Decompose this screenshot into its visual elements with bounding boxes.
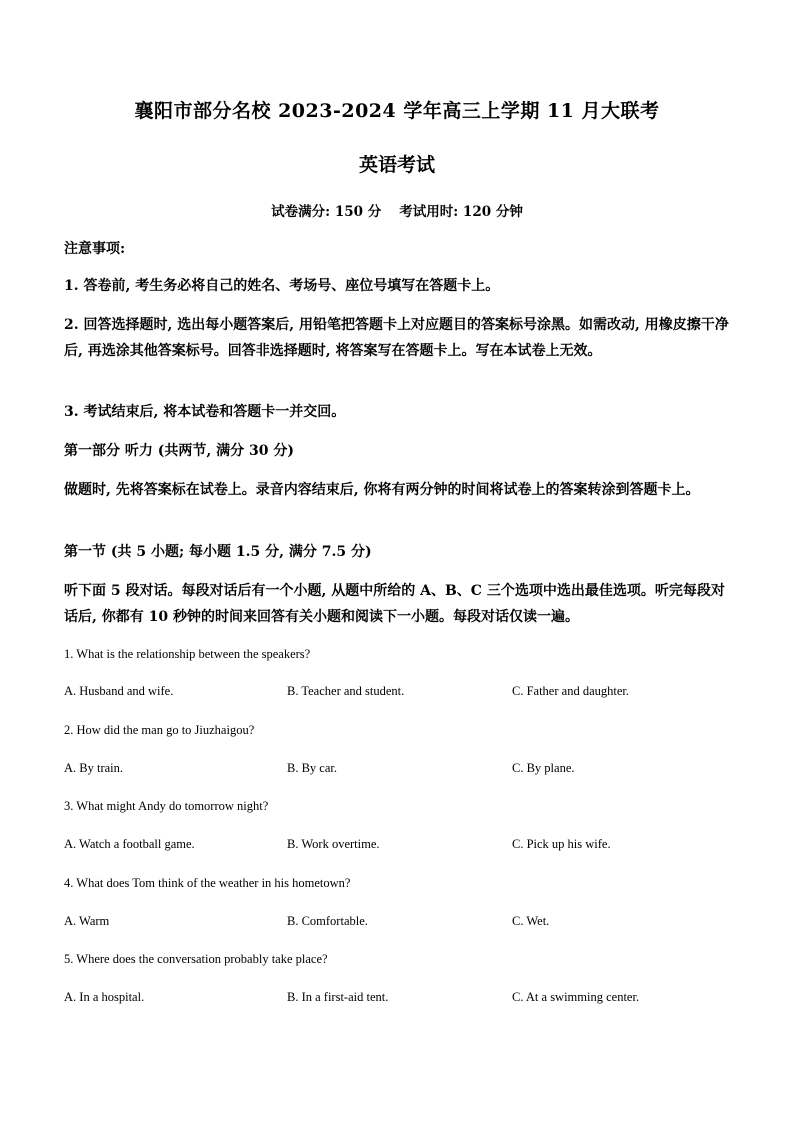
part1-instruction: 做题时, 先将答案标在试卷上。录音内容结束后, 你将有两分钟的时间将试卷上的答案转涂到答题卡上。 (64, 482, 700, 498)
question-stem: 5. Where does the conversation probably take place? (64, 952, 328, 966)
option-c: C. Father and daughter. (512, 684, 629, 698)
notes-heading: 注意事项: (64, 241, 126, 257)
exam-subtitle: 英语考试 (358, 154, 435, 176)
option-a: A. In a hospital. (64, 990, 145, 1004)
option-c: C. At a swimming center. (512, 990, 640, 1004)
option-b: B. In a first-aid tent. (287, 990, 389, 1004)
exam-title: 襄阳市部分名校 2023-2024 学年高三上学期 11 月大联考 (134, 100, 660, 122)
option-c: C. Pick up his wife. (512, 837, 611, 851)
section1-instruction: 听下面 5 段对话。每段对话后有一个小题, 从题中所给的 A、B、C 三个选项中选出最佳选项。听完每段对话后, 你都有 10 秒钟的时间来回答有关小题和阅读下一小题。每段对话仅读一遍。 (64, 583, 725, 625)
note-item-3: 3. 考试结束后, 将本试卷和答题卡一并交回。 (64, 404, 346, 420)
option-c: C. By plane. (512, 761, 575, 775)
note-item-2: 2. 回答选择题时, 选出每小题答案后, 用铅笔把答题卡上对应题目的答案标号涂黑。如需改动, 用橡皮擦干净后, 再选涂其他答案标号。回答非选择题时, 将答案写在答题卡上。写在本试卷上无效。 (64, 317, 729, 359)
question-stem: 1. What is the relationship between the speakers? (64, 647, 311, 661)
question-stem: 3. What might Andy do tomorrow night? (64, 799, 269, 813)
section1-heading: 第一节 (共 5 小题; 每小题 1.5 分, 满分 7.5 分) (64, 544, 372, 560)
score-duration-line (0, 200, 794, 220)
option-a: A. Husband and wife. (64, 684, 174, 698)
option-a: A. Warm (64, 914, 110, 928)
full-score: 试卷满分: 150 分 (271, 204, 382, 220)
note-item-1: 1. 答卷前, 考生务必将自己的姓名、考场号、座位号填写在答题卡上。 (64, 278, 500, 294)
part1-heading: 第一部分 听力 (共两节, 满分 30 分) (64, 443, 294, 459)
option-b: B. Comfortable. (287, 914, 368, 928)
option-b: B. By car. (287, 761, 337, 775)
option-a: A. By train. (64, 761, 124, 775)
question-stem: 2. How did the man go to Jiuzhaigou? (64, 723, 255, 737)
option-c: C. Wet. (512, 914, 550, 928)
option-b: B. Teacher and student. (287, 684, 405, 698)
option-b: B. Work overtime. (287, 837, 380, 851)
question-stem: 4. What does Tom think of the weather in his hometown? (64, 876, 351, 890)
option-a: A. Watch a football game. (64, 837, 195, 851)
exam-duration: 考试用时: 120 分钟 (399, 204, 523, 220)
